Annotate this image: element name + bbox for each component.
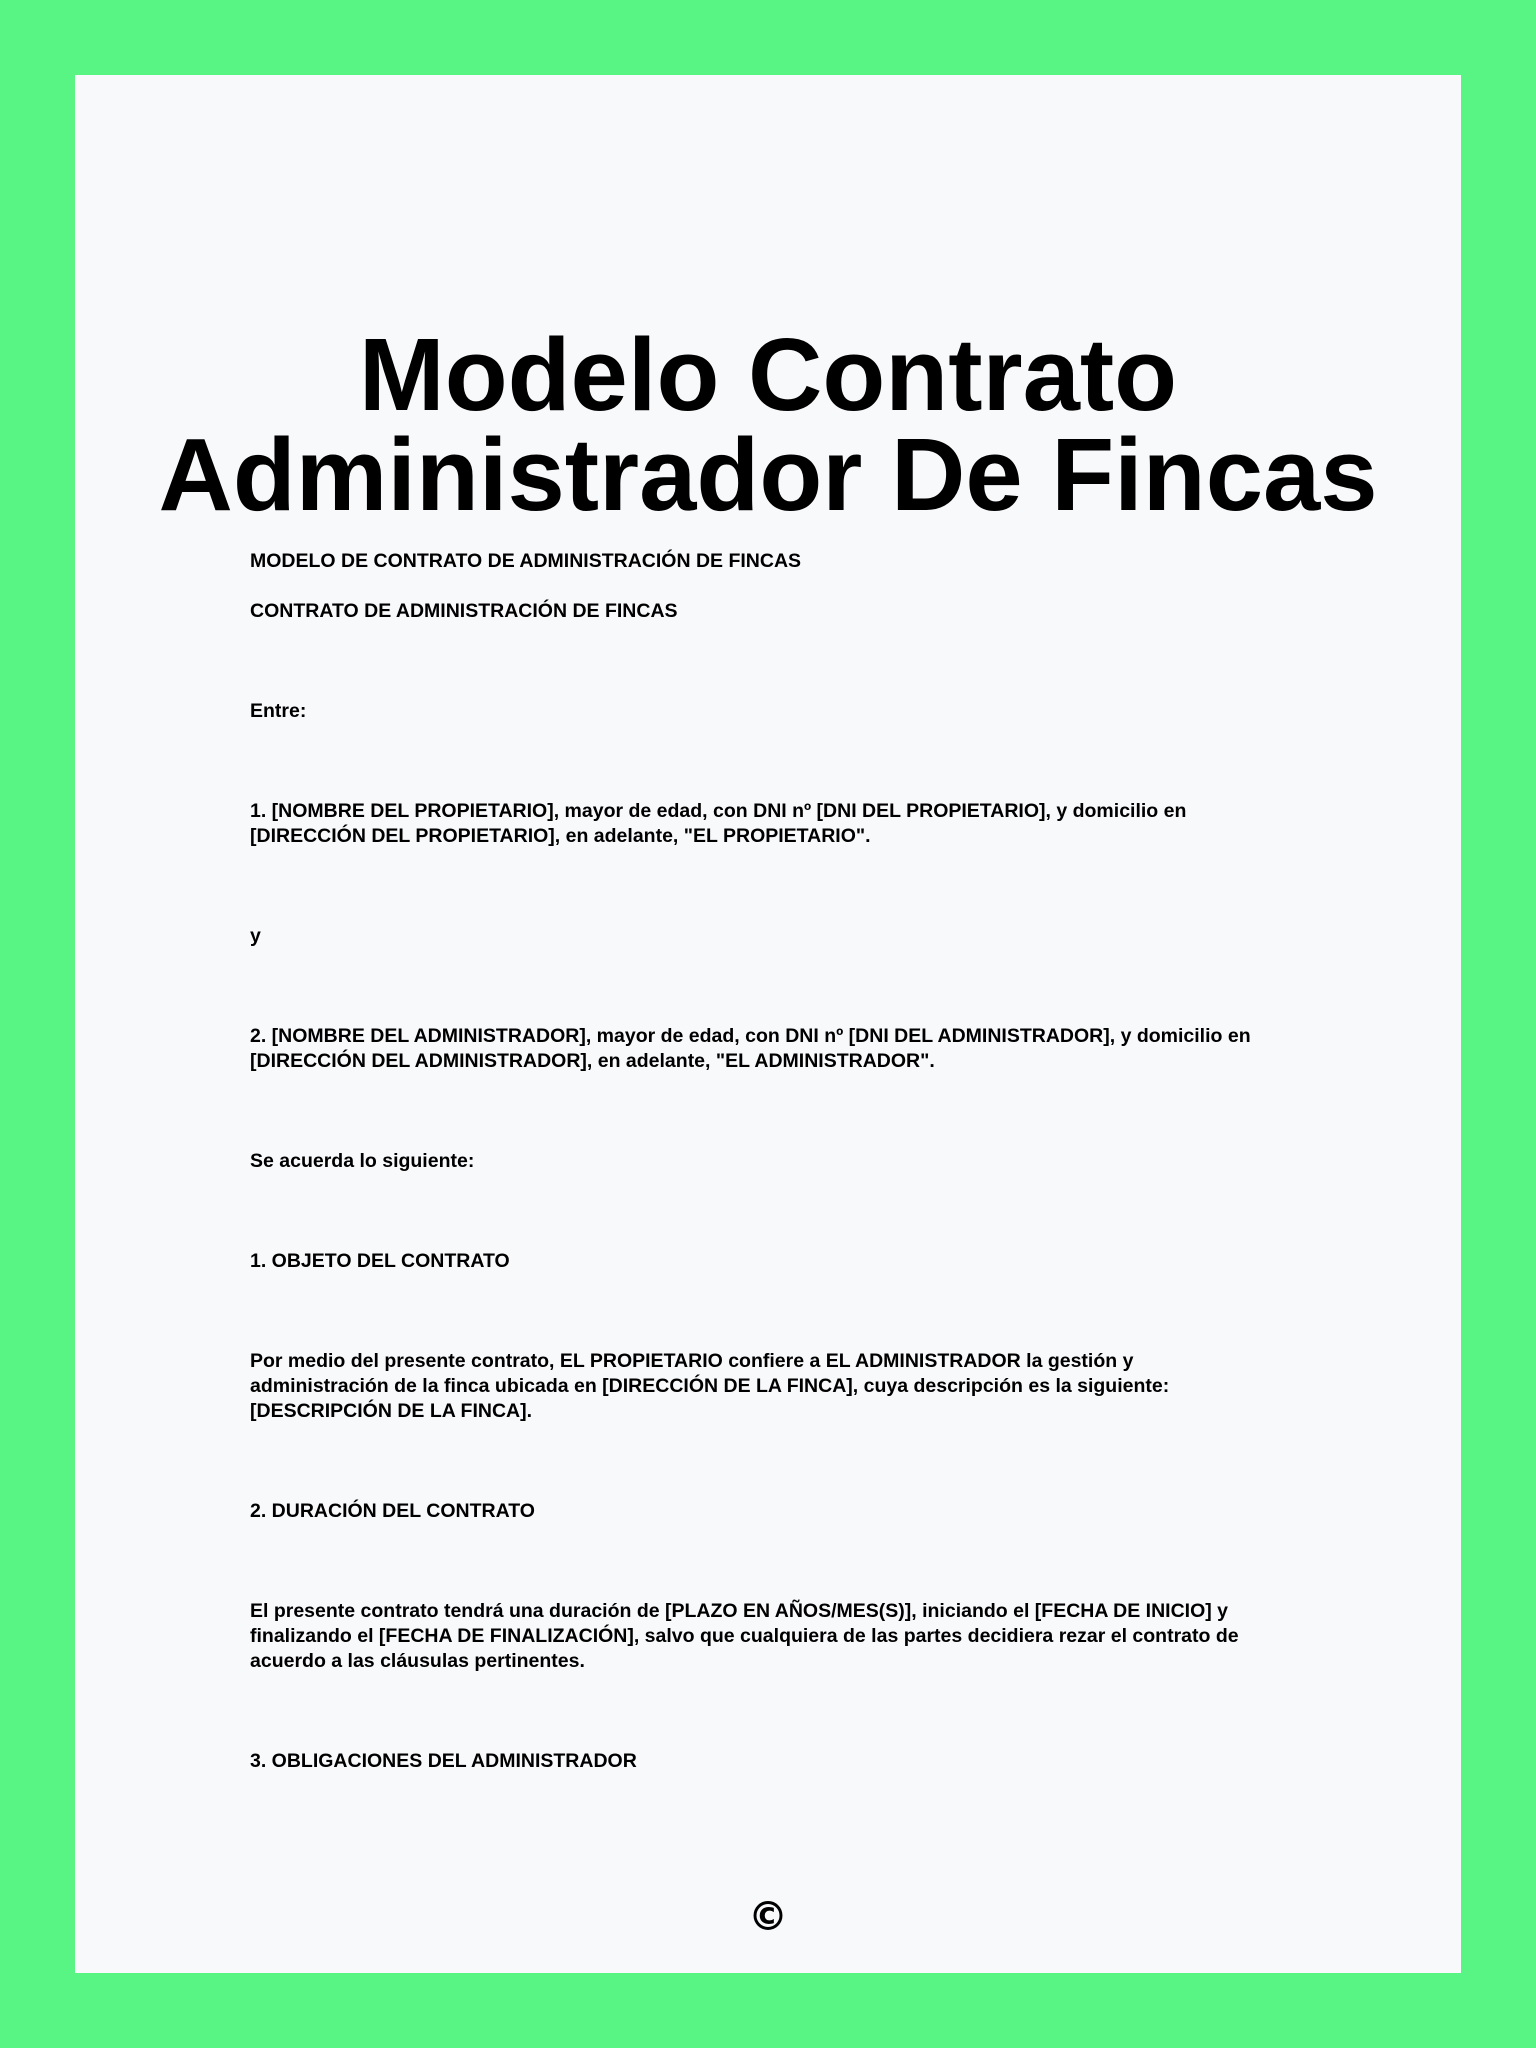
title-line-2: Administrador De Fincas — [158, 417, 1378, 532]
agreement-intro: Se acuerda lo siguiente: — [250, 1150, 475, 1172]
entre-label: Entre: — [250, 700, 307, 722]
title-line-1: Modelo Contrato — [358, 317, 1178, 432]
heading-contrato: CONTRATO DE ADMINISTRACIÓN DE FINCAS — [250, 600, 678, 622]
section-1-title: 1. OBJETO DEL CONTRATO — [250, 1250, 510, 1272]
copyright-icon: © — [748, 1894, 788, 1940]
section-2-text: El presente contrato tendrá una duración de [PLAZO EN AÑOS/MES(S)], iniciando el [FECHA DE INICIO] y finalizando el [FECHA DE FINALIZACIÓN], salvo que cualquiera de las partes decidiera rezar el contrato de acuerdo a las cláusulas pertinentes. — [250, 1600, 1239, 1672]
party-propietario: 1. [NOMBRE DEL PROPIETARIO], mayor de edad, con DNI nº [DNI DEL PROPIETARIO], y domicilio en [DIRECCIÓN DEL PROPIETARIO], en adelante, "EL PROPIETARIO". — [250, 800, 1187, 847]
conjunction-y: y — [250, 925, 261, 947]
section-2-title: 2. DURACIÓN DEL CONTRATO — [250, 1500, 535, 1522]
section-3-title: 3. OBLIGACIONES DEL ADMINISTRADOR — [250, 1750, 637, 1772]
heading-modelo: MODELO DE CONTRATO DE ADMINISTRACIÓN DE FINCAS — [250, 550, 802, 572]
party-administrador: 2. [NOMBRE DEL ADMINISTRADOR], mayor de edad, con DNI nº [DNI DEL ADMINISTRADOR], y domicilio en [DIRECCIÓN DEL ADMINISTRADOR], en adelante, "EL ADMINISTRADOR". — [250, 1025, 1251, 1072]
document-page — [75, 75, 1461, 1973]
document-title — [75, 317, 1461, 532]
section-1-text: Por medio del presente contrato, EL PROPIETARIO confiere a EL ADMINISTRADOR la gestión y administración de la finca ubicada en [DIRECCIÓN DE LA FINCA], cuya descripción es la siguiente: [DESCRIPCIÓN DE LA FINCA]. — [250, 1350, 1170, 1422]
